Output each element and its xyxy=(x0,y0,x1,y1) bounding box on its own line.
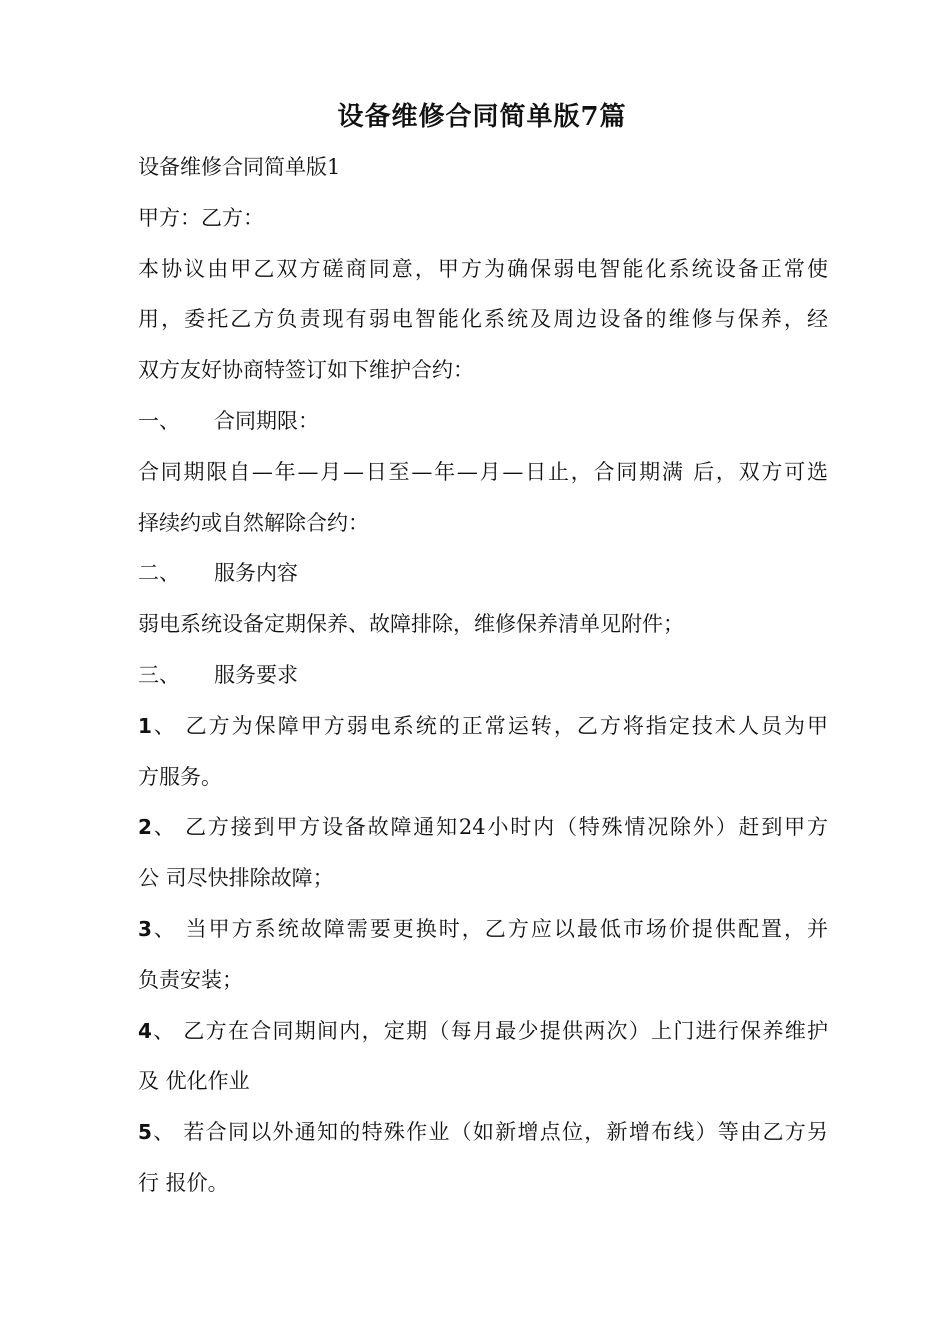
list-item-3-line-2: 负责安装； xyxy=(138,967,243,992)
list-item-1-line-1 xyxy=(138,701,828,752)
section-number: 三、 xyxy=(138,662,180,687)
intro-line-1: 本协议由甲乙双方磋商同意，甲方为确保弱电智能化系统设备正常使 xyxy=(138,256,828,281)
section-heading-3 xyxy=(138,650,828,701)
section1-body-line-2: 择续约或自然解除合约： xyxy=(138,510,369,535)
list-item-4-line-2: 及 优化作业 xyxy=(138,1069,250,1094)
list-item-2-line-1 xyxy=(138,802,828,853)
intro-line-3: 双方友好协商特签订如下维护合约： xyxy=(138,358,474,383)
list-item-number: 4 xyxy=(138,1018,152,1043)
list-item-text: 、 若合同以外通知的特殊作业（如新增点位，新增布线）等由乙方另 xyxy=(151,1120,828,1145)
list-item-4-line-1 xyxy=(138,1006,828,1057)
document-title: 设备维修合同简单版7篇 xyxy=(337,102,627,132)
list-item-number: 1 xyxy=(138,713,152,738)
section-number: 一、 xyxy=(138,408,180,433)
list-item-number: 5 xyxy=(138,1120,152,1145)
section-heading-1 xyxy=(138,396,828,447)
section2-body: 弱电系统设备定期保养、故障排除，维修保养清单见附件； xyxy=(138,612,684,637)
list-item-5-line-1 xyxy=(138,1107,828,1158)
list-item-5-line-2: 行 报价。 xyxy=(138,1170,229,1195)
section1-body-line-1: 合同期限自—年—月—日至—年—月—日止，合同期满 后，双方可选 xyxy=(138,459,828,484)
list-item-2-line-2: 公 司尽快排除故障； xyxy=(138,866,334,891)
list-item-number: 2 xyxy=(138,815,152,840)
list-item-number: 3 xyxy=(138,916,152,941)
list-item-1-line-2: 方服务。 xyxy=(138,764,222,789)
list-item-text: 、 乙方在合同期间内，定期（每月最少提供两次）上门进行保养维护 xyxy=(151,1018,828,1043)
list-item-text: 、 当甲方系统故障需要更换时，乙方应以最低市场价提供配置，并 xyxy=(151,916,828,941)
list-item-text: 、 乙方为保障甲方弱电系统的正常运转，乙方将指定技术人员为甲 xyxy=(151,713,828,738)
list-item-text: 、 乙方接到甲方设备故障通知24小时内（特殊情况除外）赶到甲方 xyxy=(151,815,828,840)
parties-line: 甲方：乙方： xyxy=(138,205,264,230)
section-title: 服务要求 xyxy=(214,662,298,687)
intro-line-2: 用，委托乙方负责现有弱电智能化系统及周边设备的维修与保养，经 xyxy=(138,307,828,332)
section-title: 服务内容 xyxy=(214,561,298,586)
document-body xyxy=(138,142,828,1209)
list-item-3-line-1 xyxy=(138,904,828,955)
section-heading-2 xyxy=(138,548,828,599)
section-number: 二、 xyxy=(138,561,180,586)
section-title: 合同期限： xyxy=(214,408,319,433)
document-subtitle: 设备维修合同简单版1 xyxy=(138,155,341,179)
